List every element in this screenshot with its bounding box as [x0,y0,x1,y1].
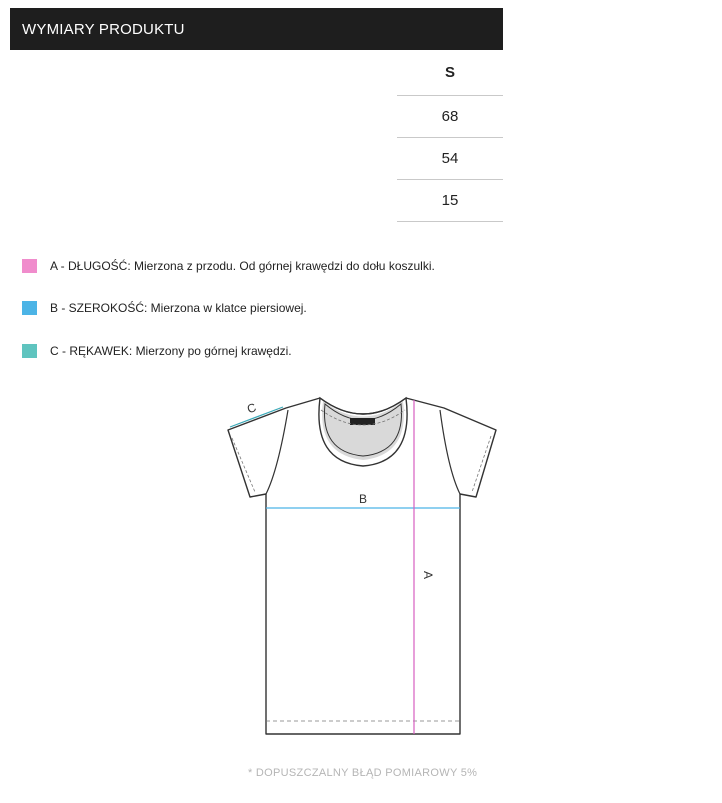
sleeve-color-swatch [22,344,37,358]
section-header [10,8,503,50]
legend-item-label: B - SZEROKOŚĆ: Mierzona w klatce piersiowej. [50,301,307,315]
size-column-header: S [397,54,503,96]
legend-item-label: A - DŁUGOŚĆ: Mierzona z przodu. Od górnej krawędzi do dołu koszulki. [50,259,435,273]
length-label: A [421,570,435,580]
section-title: WYMIARY PRODUKTU [22,21,185,38]
sleeve-label: C [245,400,259,417]
width-color-swatch [22,301,37,315]
size-value-sleeve: 15 [397,180,503,222]
width-label: B [358,492,368,506]
size-value-width: 54 [397,138,503,180]
size-value-length: 68 [397,96,503,138]
size-table [397,54,503,222]
tshirt-measurement-diagram [220,392,510,742]
measurement-tolerance-note: * DOPUSZCZALNY BŁĄD POMIAROWY 5% [248,767,478,779]
legend-item-label: C - RĘKAWEK: Mierzony po górnej krawędzi. [50,344,292,358]
length-color-swatch [22,259,37,273]
